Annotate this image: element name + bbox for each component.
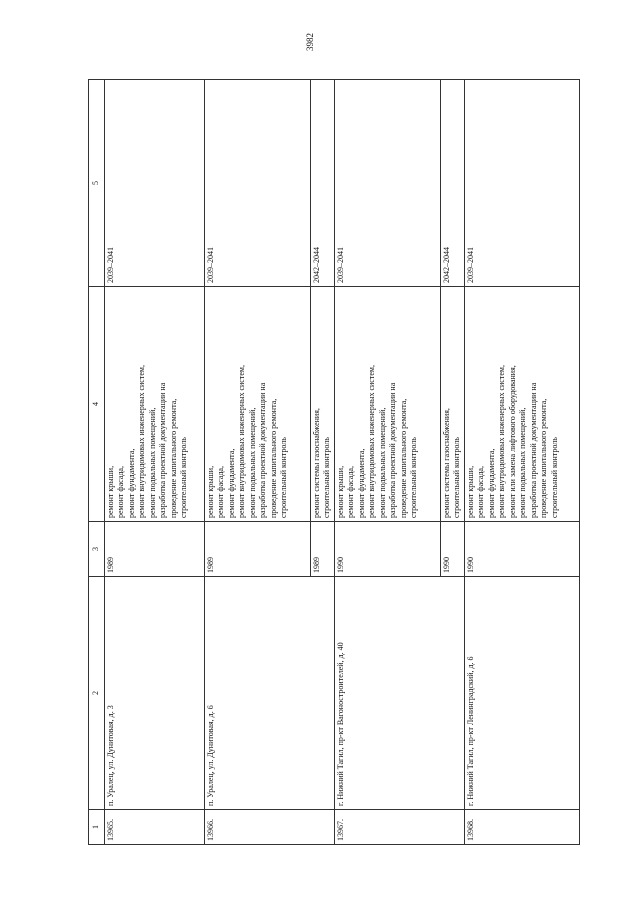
work-line: строительный контроль (409, 437, 418, 518)
work-line: ремонт внутридомовых инженерных систем, (237, 365, 246, 518)
work-line: разработка проектной документации на (528, 382, 538, 518)
work-line: строительный контроль (279, 437, 288, 518)
row-period: 2042–2044 (440, 80, 464, 287)
col-header-period: 5 (89, 80, 105, 287)
work-line: ремонт подвальных помещений, (247, 407, 257, 518)
work-line: ремонт фундамента, (356, 448, 366, 518)
work-line: ремонт внутридомовых инженерных систем, (367, 365, 376, 518)
row-year: 1990 (464, 522, 579, 577)
row-number: 13968. (464, 810, 579, 845)
work-line: ремонт фундамента, (486, 448, 496, 518)
work-line: ремонт крыши, (335, 465, 345, 518)
work-line: ремонт фасада, (116, 466, 125, 518)
table-row (464, 80, 579, 845)
col-header-works: 4 (89, 287, 105, 522)
work-line: проведение капитального ремонта, (539, 398, 548, 518)
work-line: разработка проектной документации на (258, 382, 267, 518)
row-works (204, 287, 310, 522)
page-number-box (300, 22, 320, 62)
row-works (310, 287, 334, 522)
table-row (104, 80, 204, 845)
work-line: строительный контроль (322, 437, 331, 518)
work-line: ремонт фундамента, (126, 448, 136, 518)
row-period: 2039–2041 (204, 80, 310, 287)
work-line: строительный контроль (179, 437, 188, 518)
rotated-table-wrapper (88, 80, 576, 845)
work-line: ремонт подвальных помещений, (147, 407, 157, 518)
row-year: 1989 (104, 522, 204, 577)
work-line: ремонт подвальных помещений, (518, 407, 527, 518)
work-line: ремонт фундамента, (226, 448, 236, 518)
row-address: г. Нижний Тагил, пр-кт Ленинградский, д. 6 (464, 577, 579, 810)
row-works (440, 287, 464, 522)
work-line: разработка проектной документации на (158, 382, 167, 518)
row-period: 2039–2041 (334, 80, 440, 287)
work-line: проведение капитального ремонта, (168, 398, 178, 518)
work-line: ремонт фасада, (346, 466, 355, 518)
work-line: ремонт крыши, (465, 465, 475, 518)
work-line: строительный контроль (452, 437, 461, 518)
table-row (334, 80, 440, 845)
work-line: ремонт фасада, (216, 466, 225, 518)
row-works (334, 287, 440, 522)
row-year: 1989 (204, 522, 310, 577)
work-line: строительный контроль (549, 437, 559, 518)
col-header-address: 2 (89, 577, 105, 810)
repair-schedule-table (88, 79, 580, 845)
work-line: ремонт системы газоснабжения, (311, 408, 321, 518)
work-line: ремонт подвальных помещений, (377, 407, 387, 518)
row-number: 13967. (334, 810, 464, 845)
work-line: проведение капитального ремонта, (268, 398, 278, 518)
work-line: ремонт или замена лифтового оборудования, (507, 365, 517, 518)
row-year: 1990 (334, 522, 440, 577)
header-row (89, 80, 105, 845)
work-line: ремонт крыши, (205, 465, 215, 518)
row-period: 2042–2044 (310, 80, 334, 287)
page-number: 3982 (305, 33, 315, 51)
row-year: 1989 (310, 522, 334, 577)
row-year: 1990 (440, 522, 464, 577)
row-address: г. Нижний Тагил, пр-кт Вагоностроителей, д. 40 (334, 577, 464, 810)
row-number: 13966. (204, 810, 334, 845)
row-works (104, 287, 204, 522)
row-period: 2039–2041 (104, 80, 204, 287)
work-line: ремонт системы газоснабжения, (441, 408, 451, 518)
col-header-year: 3 (89, 522, 105, 577)
table-row (204, 80, 310, 845)
work-line: ремонт фасада, (476, 466, 485, 518)
row-address: п. Уралец, ул. Дунитовая, д. 3 (104, 577, 204, 810)
work-line: разработка проектной документации на (388, 382, 397, 518)
work-line: ремонт внутридомовых инженерных систем, (497, 365, 506, 518)
row-number: 13965. (104, 810, 204, 845)
row-period: 2039–2041 (464, 80, 579, 287)
work-line: ремонт крыши, (105, 465, 115, 518)
work-line: проведение капитального ремонта, (398, 398, 408, 518)
col-header-number: 1 (89, 810, 105, 845)
work-line: ремонт внутридомовых инженерных систем, (137, 365, 146, 518)
row-address: п. Уралец, ул. Дунитовая, д. 6 (204, 577, 334, 810)
row-works (464, 287, 579, 522)
